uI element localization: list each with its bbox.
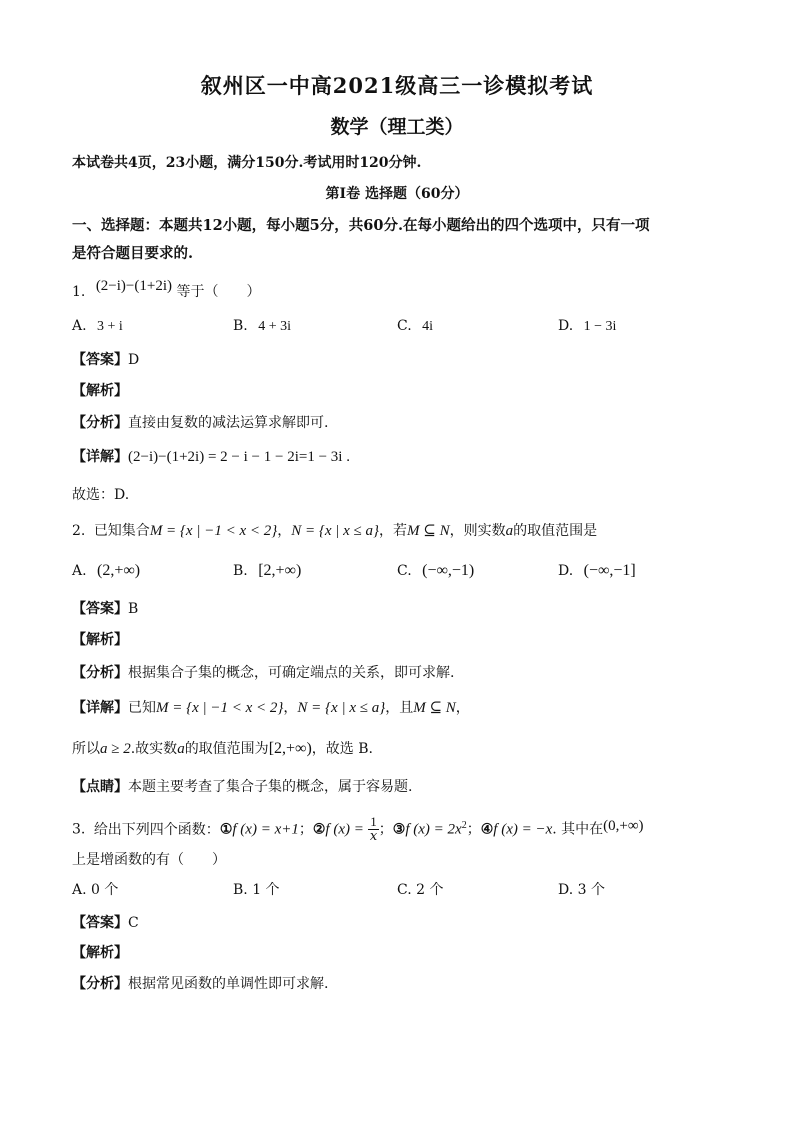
q3-option-b: B. 1 个 — [233, 882, 280, 898]
question-number: 3. — [72, 821, 86, 838]
q1-detail: 【详解】(2−i)−(1+2i) = 2 − i − 1 − 2i=1 − 3i . — [72, 449, 350, 465]
q2-option-d: D. (−∞,−1] — [558, 562, 636, 579]
q1-answer: 【答案】D — [72, 352, 140, 368]
q3-option-c: C. 2 个 — [397, 882, 444, 898]
section-heading: 第Ⅰ卷 选择题（60分） — [325, 186, 469, 202]
question-1-stem — [72, 278, 261, 301]
q2-analysis-label: 【解析】 — [72, 632, 128, 648]
q2-answer: 【答案】B — [72, 601, 139, 617]
instruction-line-1: 一、选择题：本题共12小题，每小题5分，共60分.在每小题给出的四个选项中，只有一项 — [72, 217, 650, 234]
q2-fenxi: 【分析】根据集合子集的概念，可确定端点的关系，即可求解. — [72, 665, 455, 681]
q2-option-b: B. [2,+∞) — [233, 562, 302, 579]
question-2-stem: 2. 已知集合M = {x | −1 < x < 2}，N = {x | x ≤ a}，若M ⊆ N，则实数a的取值范围是 — [72, 523, 598, 539]
exam-subtitle: 数学（理工类） — [330, 116, 464, 138]
q3-fraction: $\frac{1}{x}$ — [369, 814, 378, 845]
q3-option-d: D. 3 个 — [558, 882, 605, 898]
q1-conclusion: 故选：D. — [72, 487, 130, 503]
question-number: 2. — [72, 523, 86, 539]
instruction-line-2: 是符合题目要求的. — [72, 245, 194, 262]
q1-stem-tail: 等于（ ） — [176, 284, 261, 300]
q2-option-c: C. (−∞,−1) — [397, 562, 475, 579]
q1-option-a: A. 3 + i — [72, 318, 123, 334]
q1-fenxi: 【分析】直接由复数的减法运算求解即可. — [72, 415, 329, 431]
question-3-stem: 3. 给出下列四个函数：①f (x) = x+1；②f (x) = $\frac{1}{x}$ ；③f $(x) = 2x^2$；④f (x) = −x. 其中在(0,+∞) — [72, 814, 644, 845]
q3-analysis-label: 【解析】 — [72, 945, 128, 961]
exam-title: 叙州区一中高2021级高三一诊模拟考试 — [200, 73, 594, 98]
question-number: 1. — [72, 284, 86, 300]
q1-analysis-label: 【解析】 — [72, 383, 128, 399]
q1-option-d: D. 1 − 3i — [558, 318, 617, 334]
q1-option-b: B. 4 + 3i — [233, 318, 291, 334]
q3-fenxi: 【分析】根据常见函数的单调性即可求解. — [72, 976, 329, 992]
q2-detail: 【详解】已知M = {x | −1 < x < 2}，N = {x | x ≤ a}，且M ⊆ N， — [72, 700, 470, 716]
q2-comment: 【点睛】本题主要考查了集合子集的概念，属于容易题. — [72, 779, 413, 795]
q2-conclusion: 所以a ≥ 2.故实数a的取值范围为[2,+∞)，故选 B. — [72, 740, 373, 757]
q3-option-a: A. 0 个 — [72, 882, 119, 898]
q1-option-c: C. 4i — [397, 318, 434, 334]
q1-expression: (2−i)−(1+2i) — [95, 278, 173, 294]
q2-option-a: A. (2,+∞) — [72, 562, 141, 579]
q3-answer: 【答案】C — [72, 915, 139, 931]
q3-stem-line-2: 上是增函数的有（ ） — [72, 852, 226, 868]
exam-intro: 本试卷共4页，23小题，满分150分.考试用时120分钟. — [72, 155, 422, 171]
